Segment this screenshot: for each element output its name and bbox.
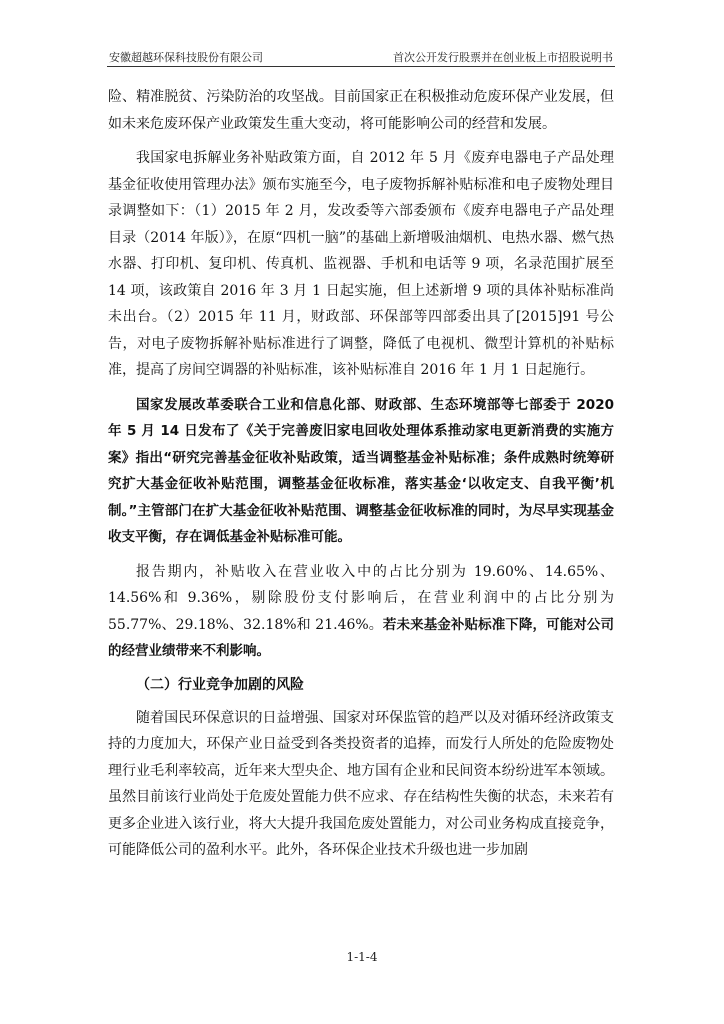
paragraph-ndrc-plan: 国家发展改革委联合工业和信息化部、财政部、生态环境部等七部委于 2020 年 5 月 14 日发布了《关于完善废旧家电回收处理体系推动家电更新消费的实施方案》指出“研究完善基金征收补贴政策，适当调整基金补贴标准；条件成熟时统筹研究扩大基金征收补贴范围，调整基金征收标准，落实基金‘以收定支、自我平衡’机制。”主管部门在扩大基金征收补贴范围、调整基金征收标准的同时，为尽早实现基金收支平衡，存在调低基金补贴标准可能。 [108,396,614,545]
page-body [108,84,614,864]
reporting-period-text: 报告期内，补贴收入在营业收入中的占比分别为 19.60%、14.65%、14.56%和 9.36%，剔除股份支付影响后，在营业利润中的占比分别为 55.77%、29.18%、32.18%和 21.46%。 [108,563,614,633]
page-header [107,48,615,67]
reporting-period-risk-statement: 若未来基金补贴标准下降，可能对公司的经营业绩带来不利影响。 [108,616,615,659]
header-company: 安徽超越环保科技股份有限公司 [109,51,263,64]
header-document-title: 首次公开发行股票并在创业板上市招股说明书 [393,51,613,64]
page-number: 1-1-4 [346,950,378,964]
paragraph-subsidy-policy: 我国家电拆解业务补贴政策方面，自 2012 年 5 月《废弃电器电子产品处理基金征收使用管理办法》颁布实施至今，电子废物拆解补贴标准和电子废物处理目录调整如下：（1）2015 年 2 月，发改委等六部委颁布《废弃电器电子产品处理目录（2014 年版）》，在原“四机一脑”的基础上新增吸油烟机、电热水器、燃气热水器、打印机、复印机、传真机、监视器、手机和电话等 9 项，名录范围扩展至 14 项，该政策自 2016 年 3 月 1 日起实施，但上述新增 9 项的具体补贴标准尚未出台。（2）2015 年 11 月，财政部、环保部等四部委出具了[2015]91 号公告，对电子废物拆解补贴标准进行了调整，降低了电视机、微型计算机的补贴标准，提高了房间空调器的补贴标准，该补贴标准自 2016 年 1 月 1 日起施行。 [108,150,614,378]
paragraph-continued: 险、精准脱贫、污染防治的攻坚战。目前国家正在积极推动危废环保产业发展，但如未来危废环保产业政策发生重大变动，将可能影响公司的经营和发展。 [108,89,614,132]
section-title-competition-risk: （二）行业竞争加剧的风险 [136,676,304,693]
paragraph-competition: 随着国民环保意识的日益增强、国家对环保监管的趋严以及对循环经济政策支持的力度加大，环保产业日益受到各类投资者的追捧，而发行人所处的危险废物处理行业毛利率较高，近年来大型央企、地方国有企业和民间资本纷纷进军本领域。虽然目前该行业尚处于危废处置能力供不应求、存在结构性失衡的状态，未来若有更多企业进入该行业，将大大提升我国危废处置能力，对公司业务构成直接竞争，可能降低公司的盈利水平。此外，各环保企业技术升级也进一步加剧 [108,709,614,858]
paragraph-reporting-period [108,559,614,665]
